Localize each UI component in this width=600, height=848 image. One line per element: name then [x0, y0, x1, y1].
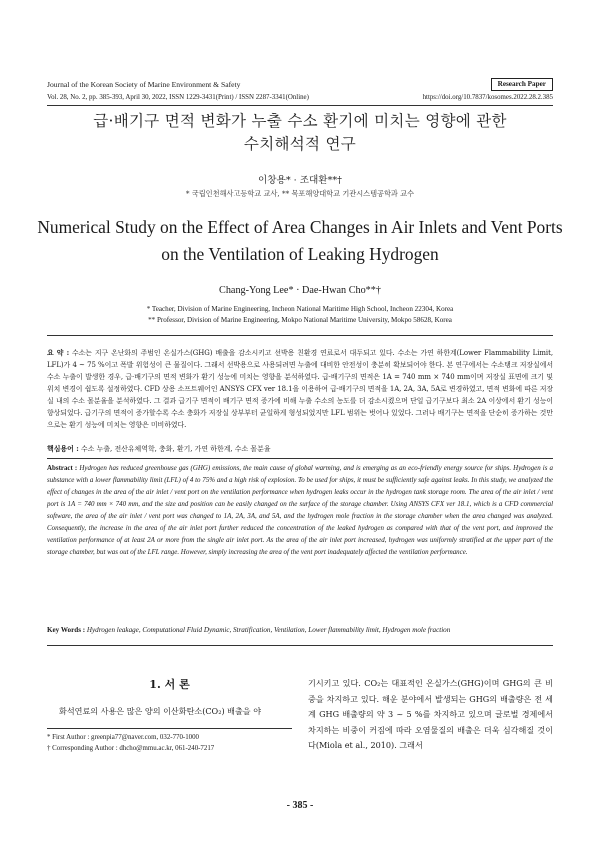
volume-info: Vol. 28, No. 2, pp. 385-393, April 30, 2022, ISSN 1229-3431(Print) / ISSN 2287-3341(Online) — [47, 94, 309, 101]
page-number: - 385 - — [286, 800, 314, 811]
intro-paragraph-left: 화석연료의 사용은 많은 양의 이산화탄소(CO₂) 배출을 야 — [59, 706, 262, 716]
korean-abstract-text: 수소는 지구 온난화의 주범인 온실가스(GHG) 배출을 감소시키고 선박용 친환경 연료로서 대두되고 있다. 수소는 가연 하한계(Lower Flammability Limit, LFL)가 4 ~ 75 %이고 폭발 위험성이 큰 물질이다. 그래서 선박용으로 사용되려면 누출에 대비한 안전성이 충분히 확보되어야 한다. 본 연구에서는 수소탱크 저장실에서 수소 누출이 발생한 경우, 급·배기구의 면적 변화가 환기 성능에 미치는 영향을 분석하였다. 급·배기구의 면적은 1A = 740 mm × 740 mm이며 저장실 표면에 크기 및 위치 변경이 쉽도록 설정하였다. CFD 상용 소프트웨어인 ANSYS CFX ver 18.1을 이용하여 급·배기구의 면적을 1A, 2A, 3A, 5A로 변경하였고, 면적 변화에 따른 저장실 내의 수소 몰분율을 분석하였다. 그 결과 급기구 면적이 배기구 면적 증가에 비해 누출 수소의 농도를 더 감소시켰으며 단일 급기구보다 최소 2A 이상에서 환기 성능이 향상되었다. 급기구의 면적이 증가할수록 수소 충화가 저장실 상부부터 균일하게 형성되었지만 LFL 범위는 벗어나 있었다. 그러나 배기구는 면적을 단순히 증가하는 것만으로는 환기 성능에 미치는 영향은 미비하였다. — [47, 349, 553, 429]
english-keywords-label: Key Words : — [47, 626, 86, 634]
footnote-rule — [47, 728, 292, 729]
intro-paragraph-right: 기시키고 있다. CO₂는 대표적인 온실가스(GHG)이며 GHG의 큰 비중을 차지하고 있다. 해운 분야에서 발생되는 GHG의 배출량은 전 세계 GHG 배출량의 약 3 ~ 5 %를 차지하고 있으며 글로벌 경제에서 차지하는 비중이 커짐에 따라 오염물질의 배출은 더욱 심각해질 것이다(Miola et al., 2010). 그래서 — [308, 678, 553, 750]
english-keywords-text: Hydrogen leakage, Computational Fluid Dynamic, Stratification, Ventilation, Lower flammability limit, Hydrogen mole fraction — [86, 626, 451, 634]
keywords-rule — [47, 458, 553, 459]
first-author-footnote: * First Author : greenpia77@naver.com, 032-770-1000 — [47, 734, 199, 741]
english-title — [30, 214, 570, 268]
korean-title — [40, 110, 560, 156]
corresponding-author-footnote: † Corresponding Author : dhcho@mmu.ac.kr, 061-240-7217 — [47, 745, 215, 752]
english-abstract — [47, 462, 553, 558]
english-title-line2: on the Ventilation of Leaking Hydrogen — [161, 244, 439, 264]
header-rule — [47, 105, 553, 106]
english-affiliations — [40, 304, 560, 326]
korean-affiliation: * 국립인천해사고등학교 교사, ** 목포해양대학교 기관시스템공학과 교수 — [185, 189, 415, 198]
affiliation-teacher: * Teacher, Division of Marine Engineering, Incheon National Maritime High School, Incheon 22304, Korea — [146, 305, 454, 313]
abstract-top-rule — [47, 335, 553, 336]
keywords-bottom-rule — [47, 645, 553, 646]
korean-keywords — [47, 443, 553, 455]
korean-authors: 이창용* · 조대환**† — [258, 175, 342, 186]
journal-name: Journal of the Korean Society of Marine Environment & Safety — [47, 80, 241, 89]
doi-link[interactable]: https://doi.org/10.7837/kosomes.2022.28.2.385 — [422, 94, 553, 101]
korean-abstract — [47, 347, 553, 431]
english-keywords — [47, 626, 553, 634]
affiliation-professor: ** Professor, Division of Marine Engineering, Mokpo National Maritime University, Mokpo 58628, Korea — [148, 316, 452, 324]
section-introduction — [47, 676, 292, 720]
korean-keywords-text: 수소 누출, 전산유체역학, 충화, 환기, 가연 하한계, 수소 몰분율 — [81, 445, 271, 453]
english-abstract-label: Abstract : — [47, 464, 78, 472]
korean-title-line2: 수치해석적 연구 — [243, 135, 357, 153]
korean-keywords-label: 핵심용어 : — [47, 444, 79, 453]
english-title-line1: Numerical Study on the Effect of Area Changes in Air Inlets and Vent Ports — [37, 217, 563, 237]
footnotes — [47, 732, 292, 754]
article-type-badge: Research Paper — [491, 78, 553, 91]
korean-title-line1: 급·배기구 면적 변화가 누출 수소 환기에 미치는 영향에 관한 — [93, 112, 507, 130]
english-abstract-text: Hydrogen has reduced greenhouse gas (GHG) emissions, the main cause of global warming, and is emerging as an eco-friendly energy source for ships. Hydrogen is a substance with a lower flammability limit (LFL) of 4 to 75% and a high risk of explosion. To be used for ships, it must be sufficiently safe against leaks. In this study, we analyzed the effect of changes in the area of the air inlet / vent port on the ventilation performance when hydrogen leaks occur in the hydrogen tank storage room. The area of the air inlet / vent port is 1A = 740 mm × 740 mm, and the size and position can be easily changed on the surface of the storage chamber. Using ANSYS CFX ver 18.1, which is a CFD commercial software, the area of the air inlet / vent port was changed to 1A, 2A, 3A, and 5A, and the hydrogen mole fraction in the storage chamber when the area changed was analyzed. Consequently, the increase in the area of the air inlet port further reduced the concentration of the leaked hydrogen as compared with that of the vent port, and improved the ventilation performance of at least 2A or more from the single air inlet port. As the area of the air inlet port increased, hydrogen was uniformly stratified at the upper part of the storage chamber, but was out of the LFL range. However, simply increasing the area of the vent port inadequately affected the ventilation performance. — [47, 464, 553, 556]
english-authors: Chang-Yong Lee* · Dae-Hwan Cho**† — [219, 285, 381, 296]
section-title: 1. 서 론 — [149, 678, 190, 691]
korean-abstract-label: 요 약 : — [47, 348, 70, 357]
